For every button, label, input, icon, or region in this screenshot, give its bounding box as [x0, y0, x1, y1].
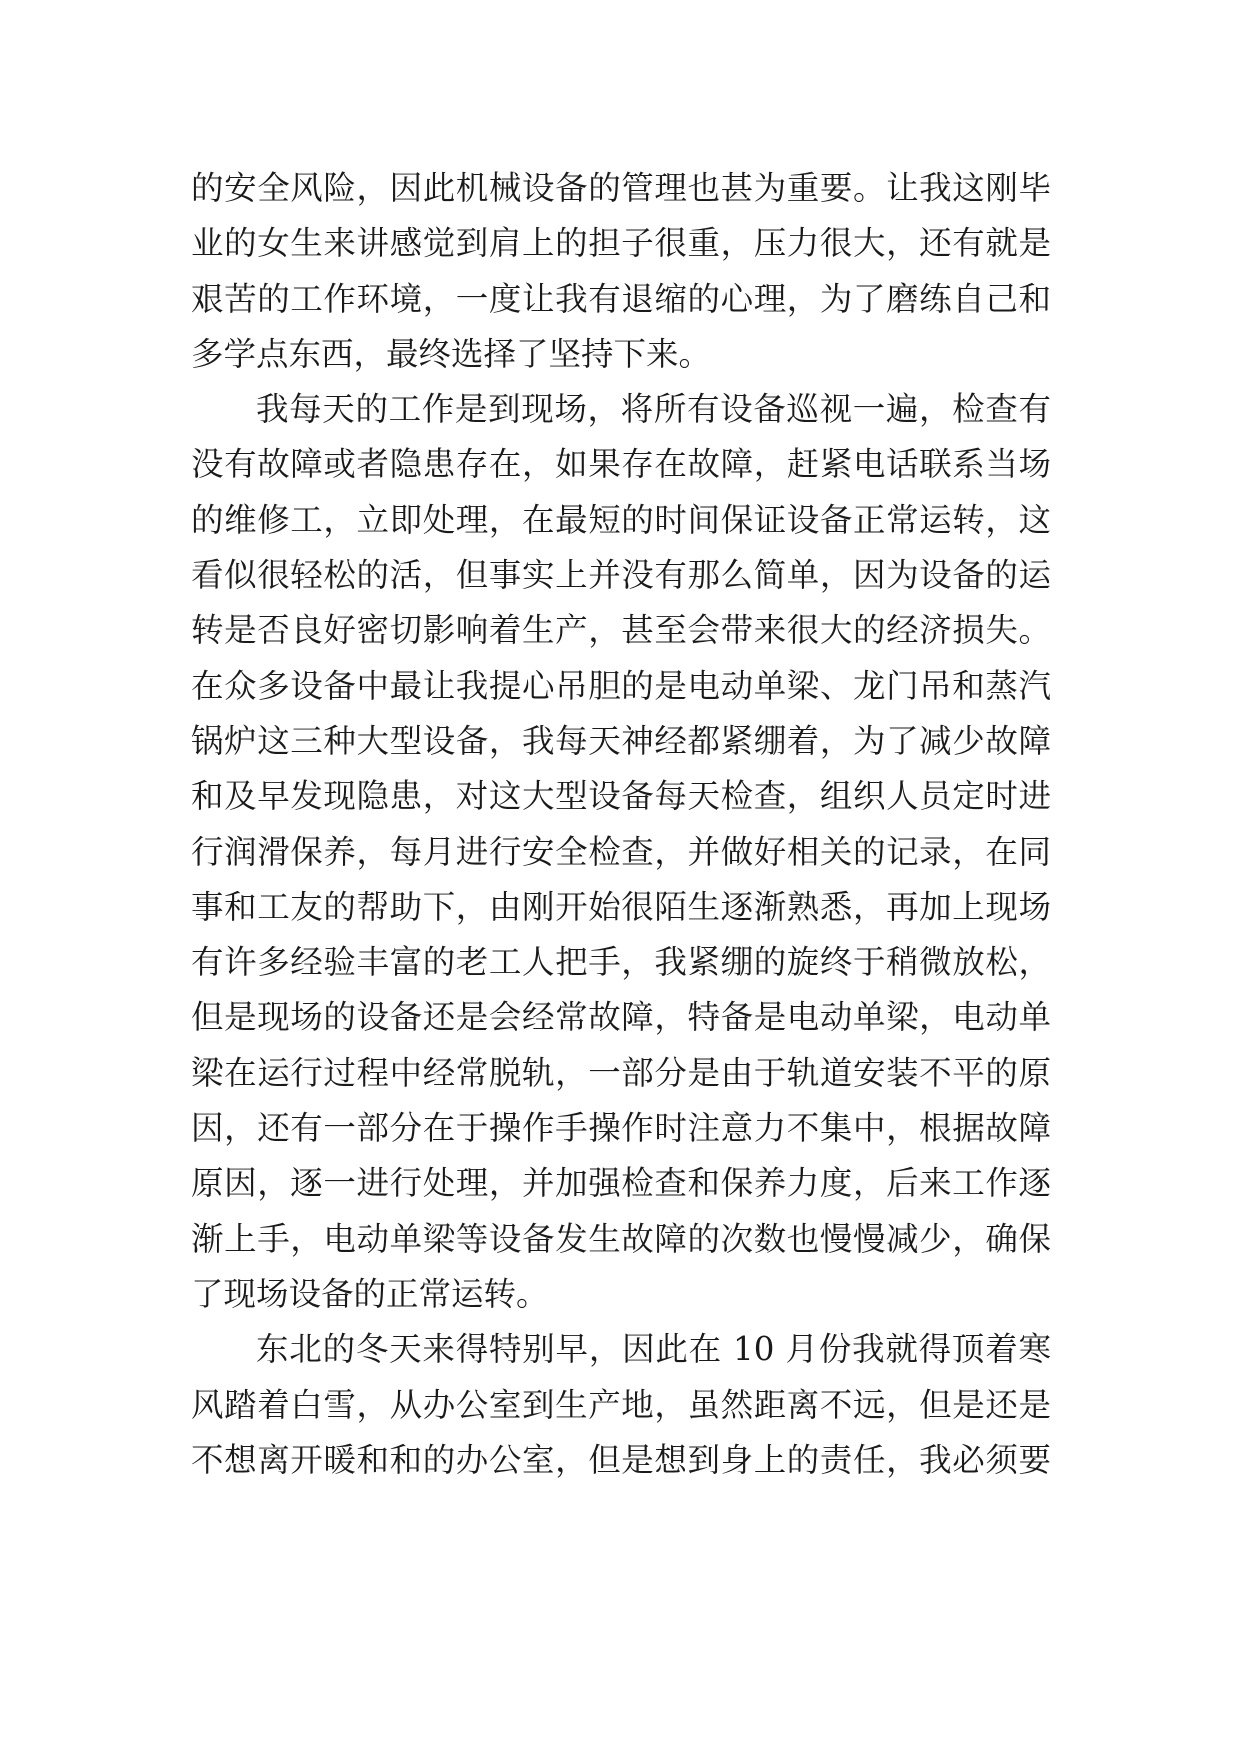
text-line: 我每天的工作是到现场，将所有设备巡视一遍，检查有 — [256, 390, 1051, 429]
text-line: 业的女生来讲感觉到肩上的担子很重，压力很大，还有就是 — [191, 224, 1051, 263]
text-line: 看似很轻松的活，但事实上并没有那么简单，因为设备的运 — [191, 556, 1051, 595]
text-line: 锅炉这三种大型设备，我每天神经都紧绷着，为了减少故障 — [191, 721, 1051, 760]
paragraph — [191, 1322, 1051, 1488]
text-line: 的安全风险，因此机械设备的管理也甚为重要。让我这刚毕 — [191, 169, 1051, 207]
text-line: 渐上手，电动单梁等设备发生故障的次数也慢慢减少，确保 — [191, 1219, 1051, 1258]
text-line: 行润滑保养，每月进行安全检查，并做好相关的记录，在同 — [191, 832, 1051, 871]
text-line: 转是否良好密切影响着生产，甚至会带来很大的经济损失。 — [191, 611, 1051, 650]
body-text — [191, 161, 1051, 1488]
text-line: 事和工友的帮助下，由刚开始很陌生逐渐熟悉，再加上现场 — [191, 887, 1051, 926]
text-line: 不想离开暖和和的办公室，但是想到身上的责任，我必须要 — [191, 1440, 1051, 1479]
text-line: 但是现场的设备还是会经常故障，特备是电动单梁，电动单 — [191, 998, 1051, 1037]
text-line: 在众多设备中最让我提心吊胆的是电动单梁、龙门吊和蒸汽 — [191, 666, 1051, 705]
text-line: 东北的冬天来得特别早，因此在 10 月份我就得顶着寒 — [256, 1330, 1051, 1369]
text-line: 有许多经验丰富的老工人把手，我紧绷的旋终于稍微放松， — [191, 943, 1051, 982]
text-line: 原因，逐一进行处理，并加强检查和保养力度，后来工作逐 — [191, 1164, 1051, 1203]
text-line: 和及早发现隐患，对这大型设备每天检查，组织人员定时进 — [191, 777, 1051, 816]
text-line: 因，还有一部分在于操作手操作时注意力不集中，根据故障 — [191, 1109, 1051, 1148]
text-line: 的维修工，立即处理，在最短的时间保证设备正常运转，这 — [191, 500, 1051, 539]
text-line: 多学点东西，最终选择了坚持下来。 — [191, 334, 712, 373]
text-line: 风踏着白雪，从办公室到生产地，虽然距离不远，但是还是 — [191, 1385, 1051, 1424]
text-line: 没有故障或者隐患存在，如果存在故障，赶紧电话联系当场 — [191, 445, 1051, 484]
text-line: 艰苦的工作环境，一度让我有退缩的心理，为了磨练自己和 — [191, 279, 1051, 318]
paragraph — [191, 382, 1051, 1322]
text-line: 梁在运行过程中经常脱轨，一部分是由于轨道安装不平的原 — [191, 1053, 1051, 1092]
text-line: 了现场设备的正常运转。 — [191, 1274, 549, 1313]
paragraph — [191, 161, 1051, 382]
